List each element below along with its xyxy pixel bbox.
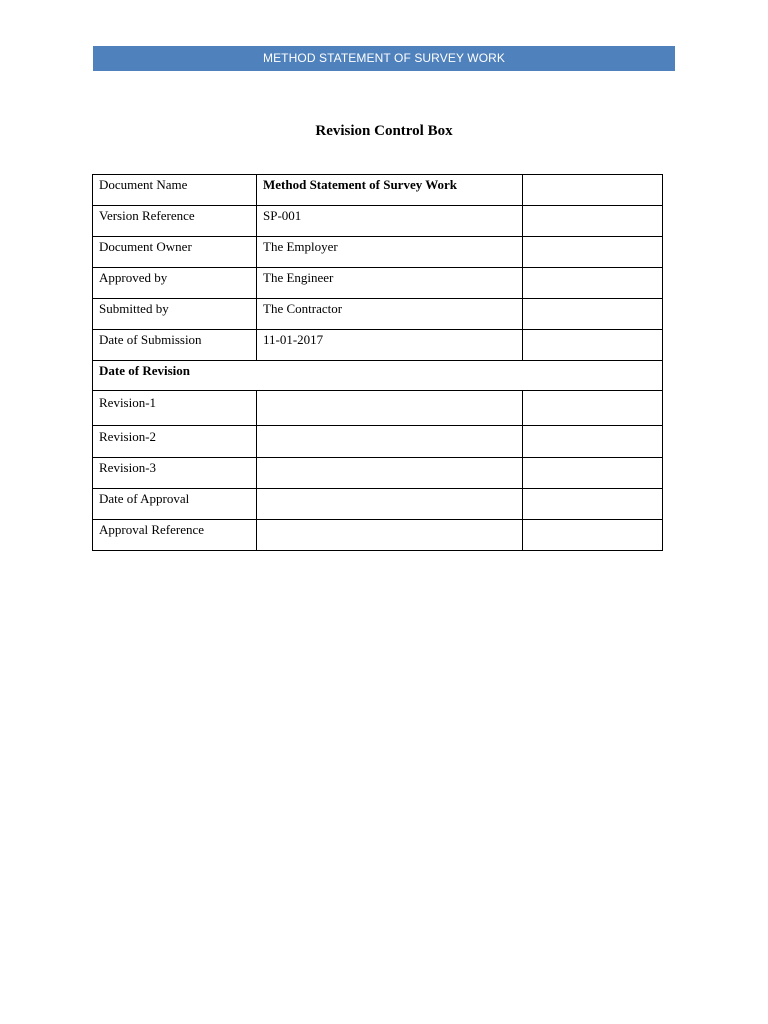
row-label: Document Owner [93,237,257,268]
header-banner: METHOD STATEMENT OF SURVEY WORK [93,46,675,71]
row-label: Approval Reference [93,520,257,551]
row-value [257,520,523,551]
row-extra [523,206,663,237]
row-label: Document Name [93,175,257,206]
row-value [257,458,523,489]
row-label: Date of Approval [93,489,257,520]
row-value: SP-001 [257,206,523,237]
table-row [93,426,663,458]
row-label: Revision-2 [93,426,257,458]
row-extra [523,330,663,361]
row-value [257,426,523,458]
row-label: Version Reference [93,206,257,237]
row-extra [523,520,663,551]
row-label: Date of Submission [93,330,257,361]
row-label: Revision-1 [93,391,257,426]
table-row [93,330,663,361]
table-row [93,489,663,520]
row-extra [523,237,663,268]
page-title: Revision Control Box [315,123,453,139]
row-extra [523,299,663,330]
row-extra [523,391,663,426]
row-value: The Engineer [257,268,523,299]
table-row [93,458,663,489]
row-label: Revision-3 [93,458,257,489]
section-heading-row [93,361,663,391]
row-extra [523,426,663,458]
table-row [93,175,663,206]
row-value: 11-01-2017 [257,330,523,361]
row-extra [523,489,663,520]
table-row [93,237,663,268]
table-row [93,299,663,330]
revision-control-table [92,174,663,551]
table-row [93,391,663,426]
row-extra [523,458,663,489]
row-label: Submitted by [93,299,257,330]
table-row [93,520,663,551]
revision-section-heading: Date of Revision [93,361,663,391]
row-label: Approved by [93,268,257,299]
row-value [257,391,523,426]
row-value [257,489,523,520]
table-row [93,206,663,237]
row-value: Method Statement of Survey Work [257,175,523,206]
row-extra [523,268,663,299]
row-value: The Employer [257,237,523,268]
row-extra [523,175,663,206]
row-value: The Contractor [257,299,523,330]
table-row [93,268,663,299]
